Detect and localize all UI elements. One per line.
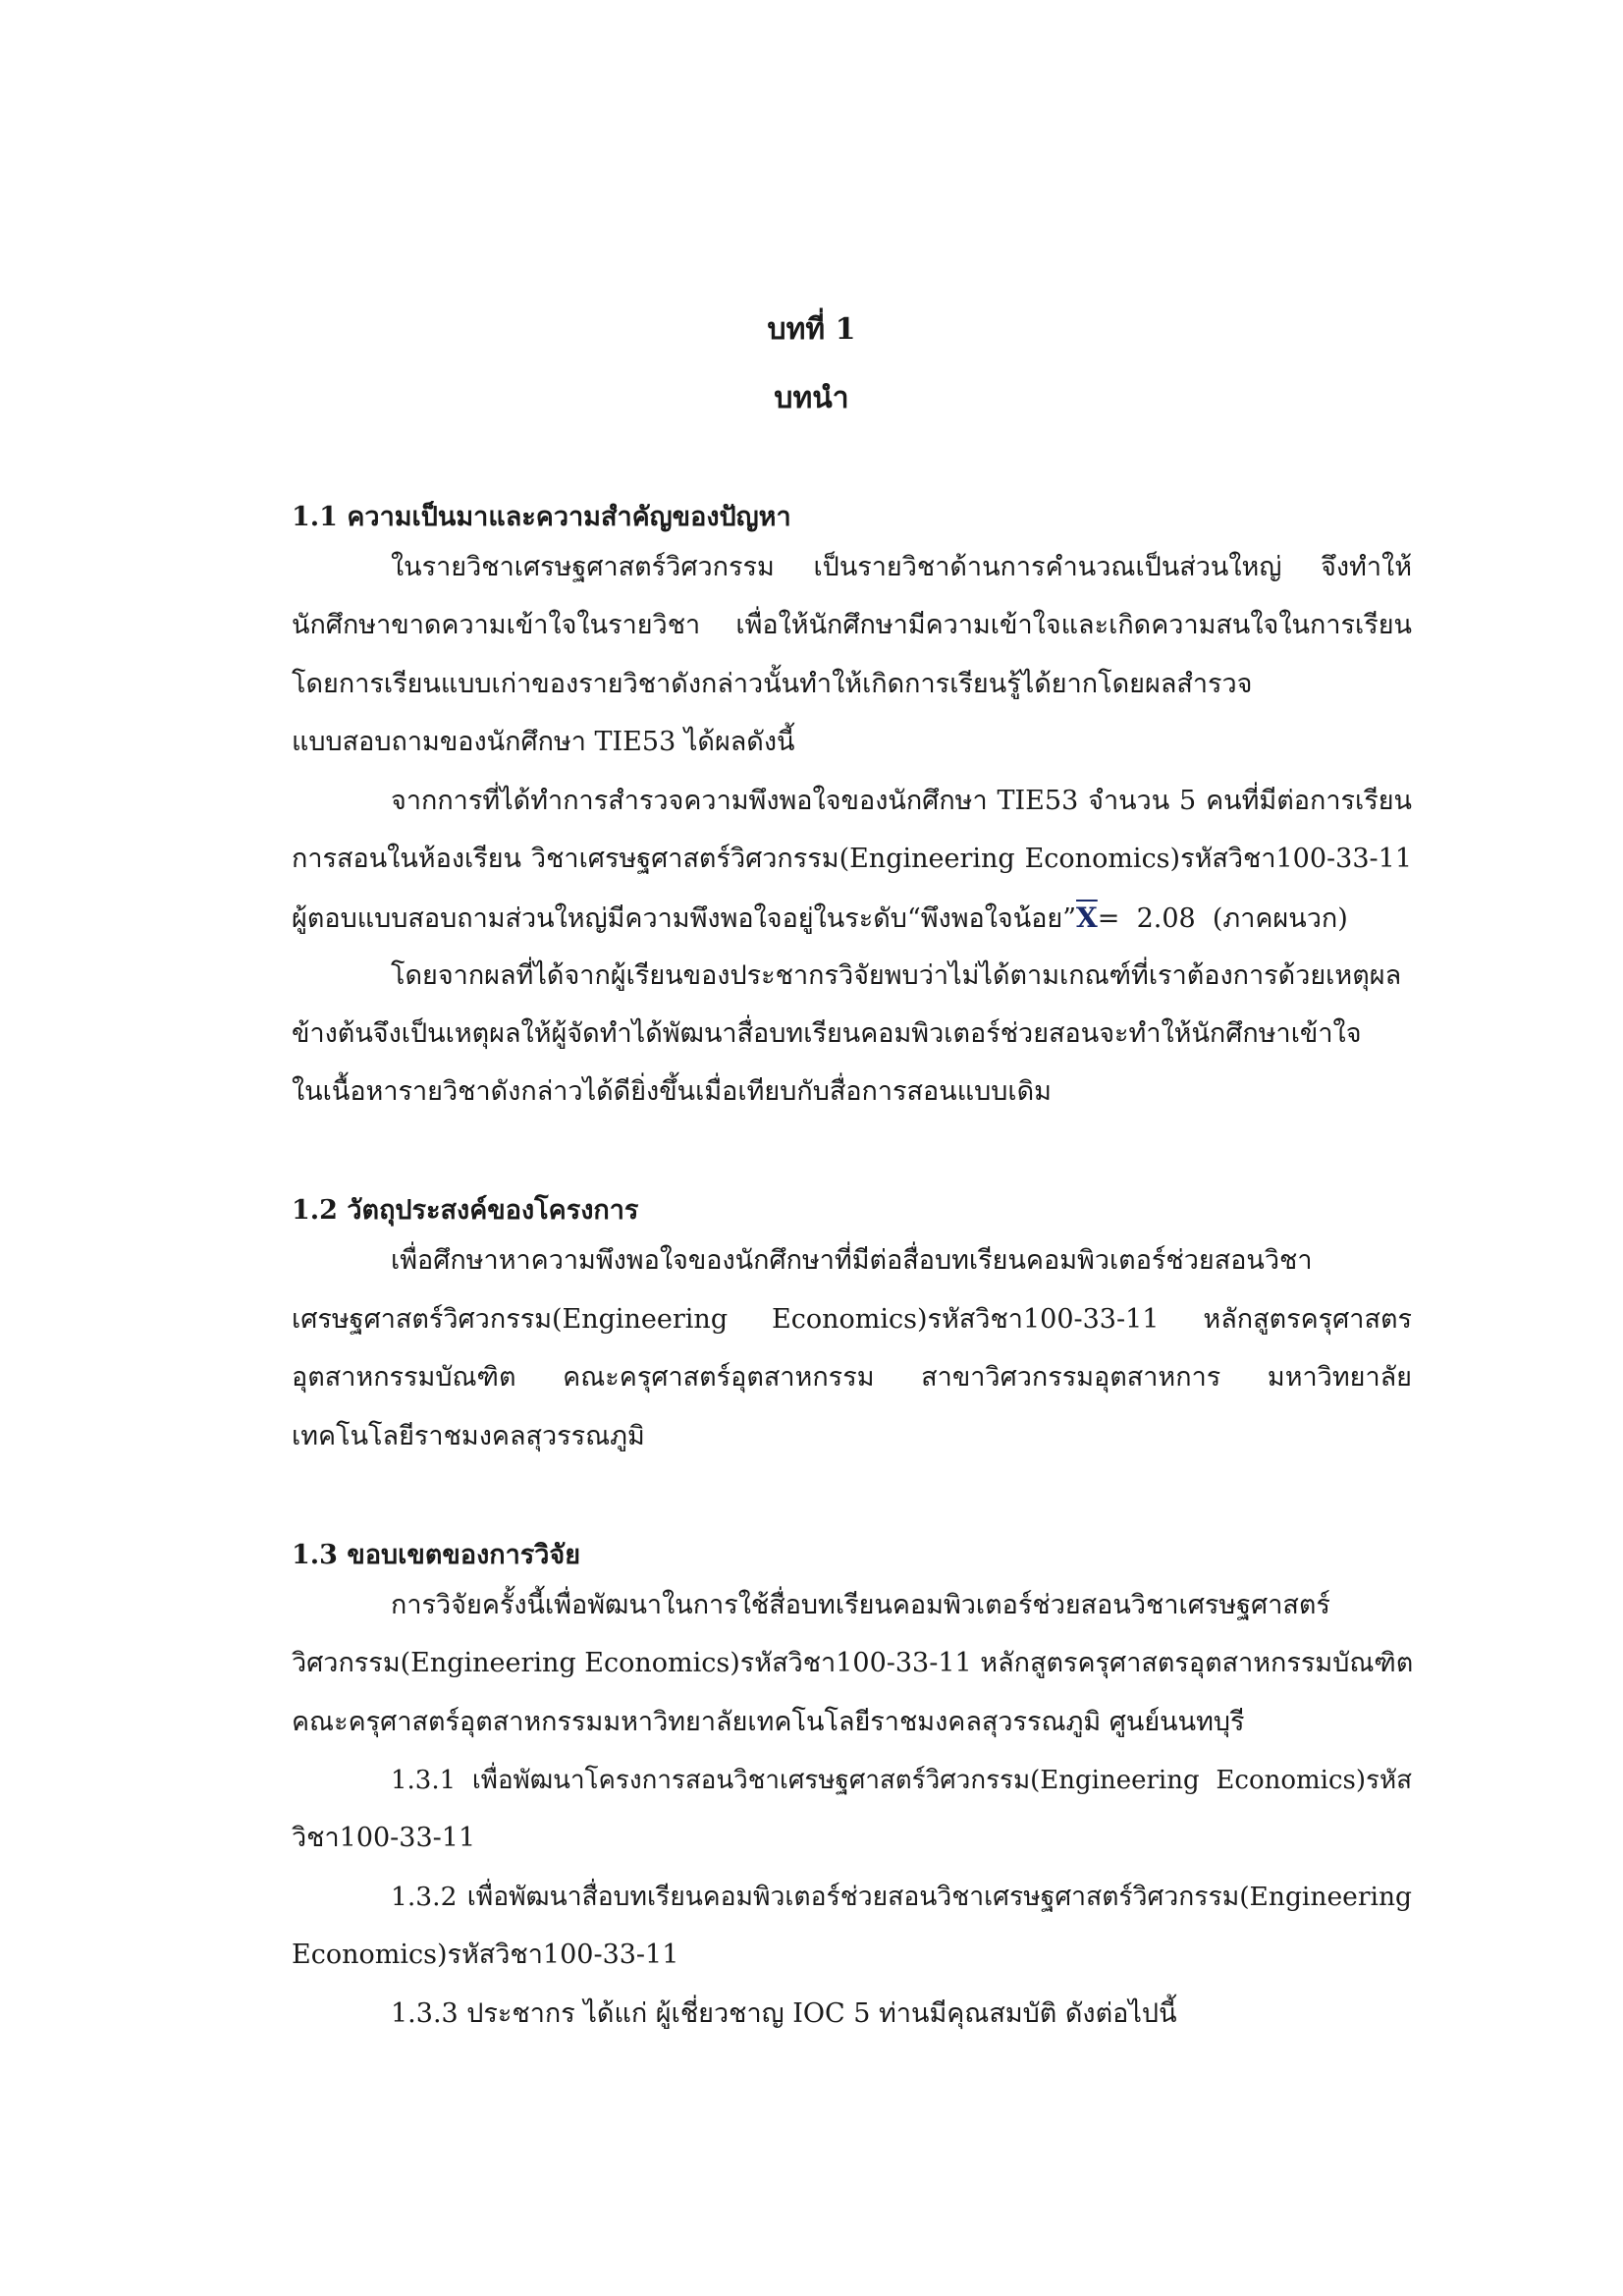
section-heading-1-2: 1.2 วัตถุประสงค์ของโครงการ <box>292 1195 639 1226</box>
paragraph-line: เพื่อศึกษาหาความพึงพอใจของนักศึกษาที่มีต่อสื่อบทเรียนคอมพิวเตอร์ช่วยสอนวิชา <box>391 1245 1313 1276</box>
paragraph-line: จากการที่ได้ทำการสำรวจความพึงพอใจของนักศึกษา TIE53 จำนวน 5 คนที่มีต่อการเรียน <box>391 786 1412 816</box>
paragraph-line: โดยการเรียนแบบเก่าของรายวิชาดังกล่าวนั้นทำให้เกิดการเรียนรู้ได้ยากโดยผลสำรวจ <box>292 669 1253 699</box>
paragraph-line: แบบสอบถามของนักศึกษา TIE53 ได้ผลดังนี้ <box>292 727 795 757</box>
section-heading-1-3: 1.3 ขอบเขตของการวิจัย <box>292 1540 581 1570</box>
list-item: 1.3.3 ประชากร ได้แก่ ผู้เชี่ยวชาญ IOC 5 ท่านมีคุณสมบัติ ดังต่อไปนี้ <box>391 1998 1177 2029</box>
paragraph-line: ในรายวิชาเศรษฐศาสตร์วิศวกรรม เป็นรายวิชาด้านการคำนวณเป็นส่วนใหญ่ จึงทำให้ <box>391 552 1412 582</box>
chapter-title: บทนำ <box>774 381 849 415</box>
paragraph-line: การสอนในห้องเรียน วิชาเศรษฐศาสตร์วิศวกรรม(Engineering Economics)รหัสวิชา100-33-11 <box>292 844 1412 874</box>
mean-value: 2.08 <box>1136 903 1196 934</box>
list-item: 1.3.2 เพื่อพัฒนาสื่อบทเรียนคอมพิวเตอร์ช่วยสอนวิชาเศรษฐศาสตร์วิศวกรรม(Engineering <box>391 1882 1412 1912</box>
list-item-continuation: วิชา100-33-11 <box>292 1823 476 1853</box>
paragraph-line: ผู้ตอบแบบสอบถามส่วนใหญ่มีความพึงพอใจอยู่ในระดับ“พึงพอใจน้อย” <box>292 903 1077 934</box>
paragraph-line: เศรษฐศาสตร์วิศวกรรม(Engineering Economics)รหัสวิชา100-33-11 หลักสูตรครุศาสตร <box>292 1304 1412 1335</box>
paragraph-line: นักศึกษาขาดความเข้าใจในรายวิชา เพื่อให้นักศึกษามีความเข้าใจและเกิดความสนใจในการเรียน <box>292 610 1412 640</box>
paragraph-line: โดยจากผลที่ได้จากผู้เรียนของประชากรวิจัยพบว่าไม่ได้ตามเกณฑ์ที่เราต้องการด้วยเหตุผล <box>391 960 1402 991</box>
paragraph-line: วิศวกรรม(Engineering Economics)รหัสวิชา100-33-11 หลักสูตรครุศาสตรอุตสาหกรรมบัณฑิต <box>292 1648 1414 1678</box>
paragraph-line: การวิจัยครั้งนี้เพื่อพัฒนาในการใช้สื่อบทเรียนคอมพิวเตอร์ช่วยสอนวิชาเศรษฐศาสตร์ <box>391 1590 1330 1620</box>
list-item: 1.3.1 เพื่อพัฒนาโครงการสอนวิชาเศรษฐศาสตร์วิศวกรรม(Engineering Economics)รหัส <box>391 1766 1412 1795</box>
chapter-number: บทที่ 1 <box>767 312 856 347</box>
paragraph-line: ข้างต้นจึงเป็นเหตุผลให้ผู้จัดทำได้พัฒนาสื่อบทเรียนคอมพิวเตอร์ช่วยสอนจะทำให้นักศึกษาเข้าใจ <box>292 1018 1362 1049</box>
paragraph-line: ในเนื้อหารายวิชาดังกล่าวได้ดียิ่งขึ้นเมื่อเทียบกับสื่อการสอนแบบเดิม <box>292 1076 1052 1107</box>
list-item-continuation: Economics)รหัสวิชา100-33-11 <box>292 1940 679 1970</box>
paragraph-line: อุตสาหกรรมบัณฑิต คณะครุศาสตร์อุตสาหกรรม สาขาวิศวกรรมอุตสาหการ มหาวิทยาลัย <box>292 1362 1412 1393</box>
paragraph-line: คณะครุศาสตร์อุตสาหกรรมมหาวิทยาลัยเทคโนโลยีราชมงคลสุวรรณภูมิ ศูนย์นนทบุรี <box>292 1707 1245 1737</box>
mean-symbol: $\overline{X}$ <box>1076 902 1098 934</box>
mean-equals: = <box>1097 903 1120 934</box>
appendix-note: (ภาคผนวก) <box>1212 903 1348 934</box>
section-heading-1-1: 1.1 ความเป็นมาและความสำคัญของปัญหา <box>292 502 791 532</box>
paragraph-line: เทคโนโลยีราชมงคลสุวรรณภูมิ <box>292 1421 645 1451</box>
satisfaction-result-line <box>292 902 1348 936</box>
